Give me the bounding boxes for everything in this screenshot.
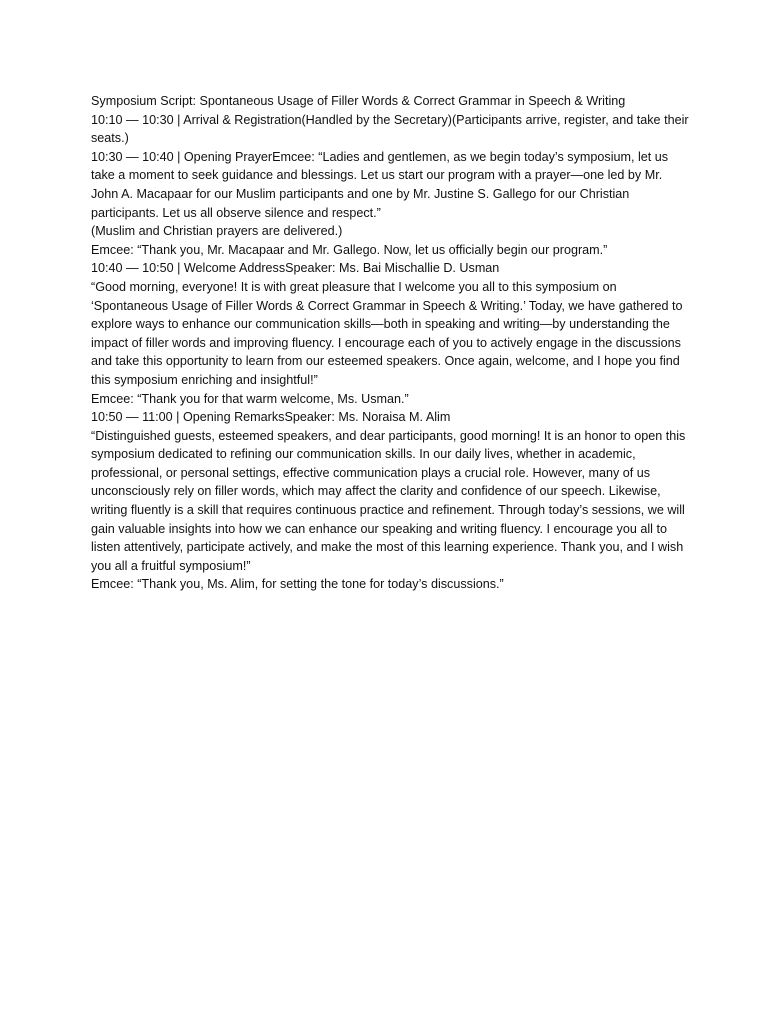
opening-remarks-heading: 10:50 — 11:00 | Opening RemarksSpeaker: Ms. Noraisa M. Alim	[91, 410, 451, 425]
opening-remarks-speech: “Distinguished guests, esteemed speakers, and dear participants, good morning! It is an honor to open this symposium dedicated to refining our communication skills. In our daily lives, whether in academic, professional, or personal settings, effective communication plays a crucial role. However, many of us unconsciously rely on filler words, which may affect the clarity and confidence of our speech. Likewise, writing fluently is a skill that requires continuous practice and refinement. Through today’s sessions, we will gain valuable insights into how we can enhance our speaking and writing fluency. I encourage you all to listen attentively, participate actively, and make the most of this learning experience. Thank you, and I wish you all a fruitful symposium!”	[91, 428, 686, 573]
document-title: Symposium Script: Spontaneous Usage of Filler Words & Correct Grammar in Speech & Writing	[91, 94, 626, 108]
emcee-thanks-prayer: Emcee: “Thank you, Mr. Macapaar and Mr. Gallego. Now, let us officially begin our program.”	[91, 242, 608, 257]
emcee-thanks-remarks: Emcee: “Thank you, Ms. Alim, for setting the tone for today’s discussions.”	[91, 577, 504, 592]
emcee-thanks-welcome: Emcee: “Thank you for that warm welcome, Ms. Usman.”	[91, 391, 409, 406]
arrival-registration-paragraph: 10:10 — 10:30 | Arrival & Registration(Handled by the Secretary)(Participants arrive, register, and take their seats.)	[91, 112, 689, 146]
document-page	[91, 92, 691, 594]
welcome-address-speech: “Good morning, everyone! It is with great pleasure that I welcome you all to this symposium on ‘Spontaneous Usage of Filler Words & Correct Grammar in Speech & Writing.’ Today, we have gathered to explore ways to enhance our communication skills—both in speaking and writing—by understanding the impact of filler words and improving fluency. I encourage each of you to actively engage in the discussions and take this opportunity to learn from our esteemed speakers. Once again, welcome, and I hope you find this symposium enriching and insightful!”	[91, 279, 683, 387]
prayers-delivered-note: (Muslim and Christian prayers are delivered.)	[91, 224, 343, 239]
opening-prayer-paragraph: 10:30 — 10:40 | Opening PrayerEmcee: “Ladies and gentlemen, as we begin today’s symposium, let us take a moment to seek guidance and blessings. Let us start our program with a prayer—one led by Mr. John A. Macapaar for our Muslim participants and one by Mr. Justine S. Gallego for our Christian participants. Let us all observe silence and respect.”	[91, 149, 669, 220]
welcome-address-heading: 10:40 — 10:50 | Welcome AddressSpeaker: Ms. Bai Mischallie D. Usman	[91, 261, 500, 276]
